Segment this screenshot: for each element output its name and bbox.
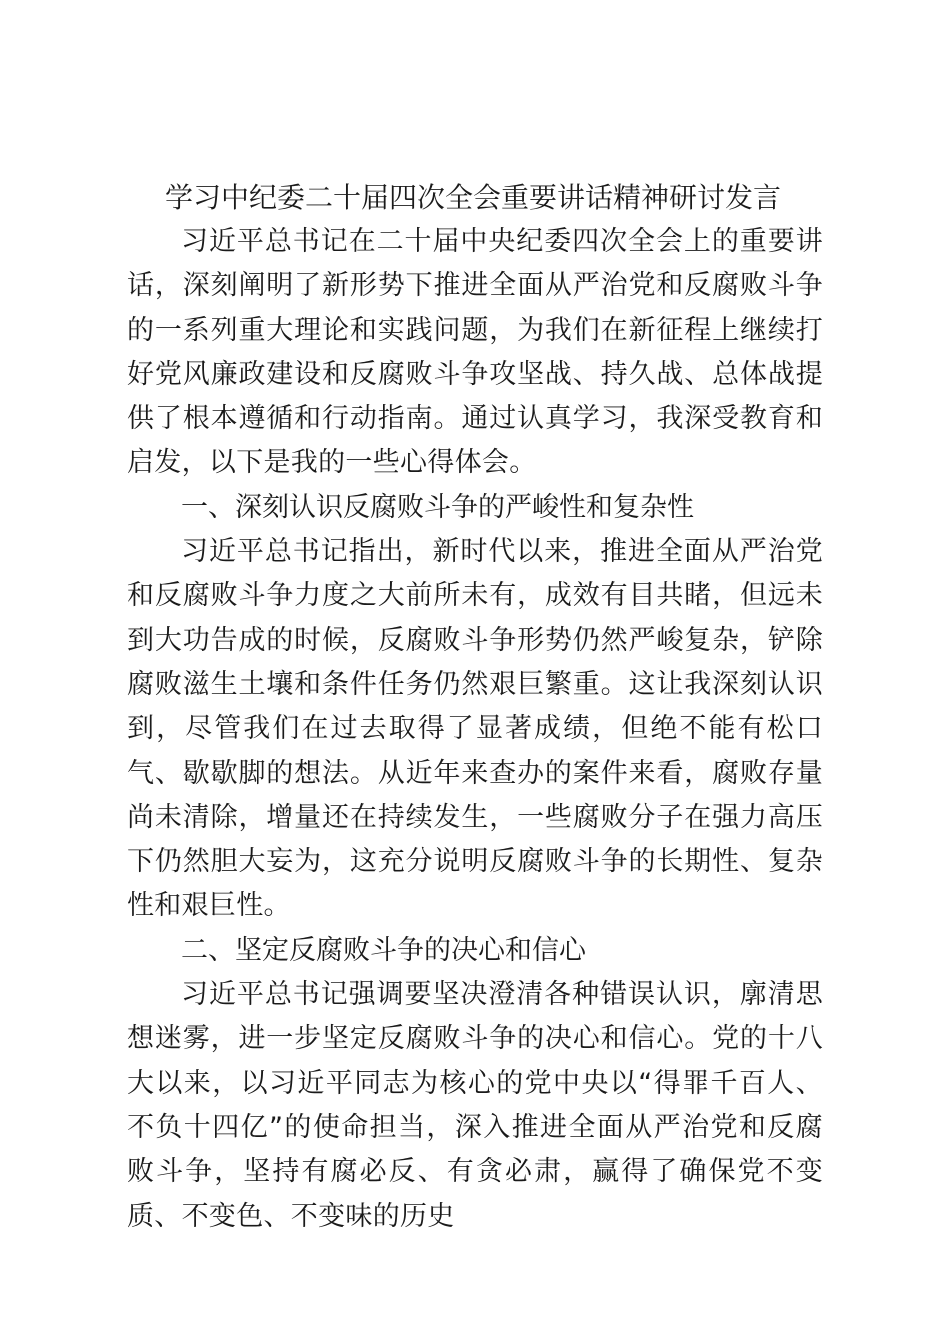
- document-page: [127, 176, 823, 1239]
- section-body-2: 习近平总书记强调要坚决澄清各种错误认识，廓清思想迷雾，进一步坚定反腐败斗争的决心和信心。党的十八大以来，以习近平同志为核心的党中央以“得罪千百人、不负十四亿”的使命担当，深入推进全面从严治党和反腐败斗争，坚持有腐必反、有贪必肃，赢得了确保党不变质、不变色、不变味的历史: [127, 979, 823, 1232]
- section-heading-1: 一、深刻认识反腐败斗争的严峻性和复杂性: [181, 491, 694, 523]
- section-body-1: 习近平总书记指出，新时代以来，推进全面从严治党和反腐败斗争力度之大前所未有，成效有目共睹，但远未到大功告成的时候，反腐败斗争形势仍然严峻复杂，铲除腐败滋生土壤和条件任务仍然艰巨繁重。这让我深刻认识到，尽管我们在过去取得了显著成绩，但绝不能有松口气、歇歇脚的想法。从近年来查办的案件来看，腐败存量尚未清除，增量还在持续发生，一些腐败分子在强力高压下仍然胆大妄为，这充分说明反腐败斗争的长期性、复杂性和艰巨性。: [127, 536, 823, 922]
- intro-paragraph: 习近平总书记在二十届中央纪委四次全会上的重要讲话，深刻阐明了新形势下推进全面从严治党和反腐败斗争的一系列重大理论和实践问题，为我们在新征程上继续打好党风廉政建设和反腐败斗争攻坚战、持久战、总体战提供了根本遵循和行动指南。通过认真学习，我深受教育和启发，以下是我的一些心得体会。: [127, 226, 823, 479]
- document-title: 学习中纪委二十届四次全会重要讲话精神研讨发言: [165, 181, 782, 214]
- section-heading-2: 二、坚定反腐败斗争的决心和信心: [181, 934, 586, 966]
